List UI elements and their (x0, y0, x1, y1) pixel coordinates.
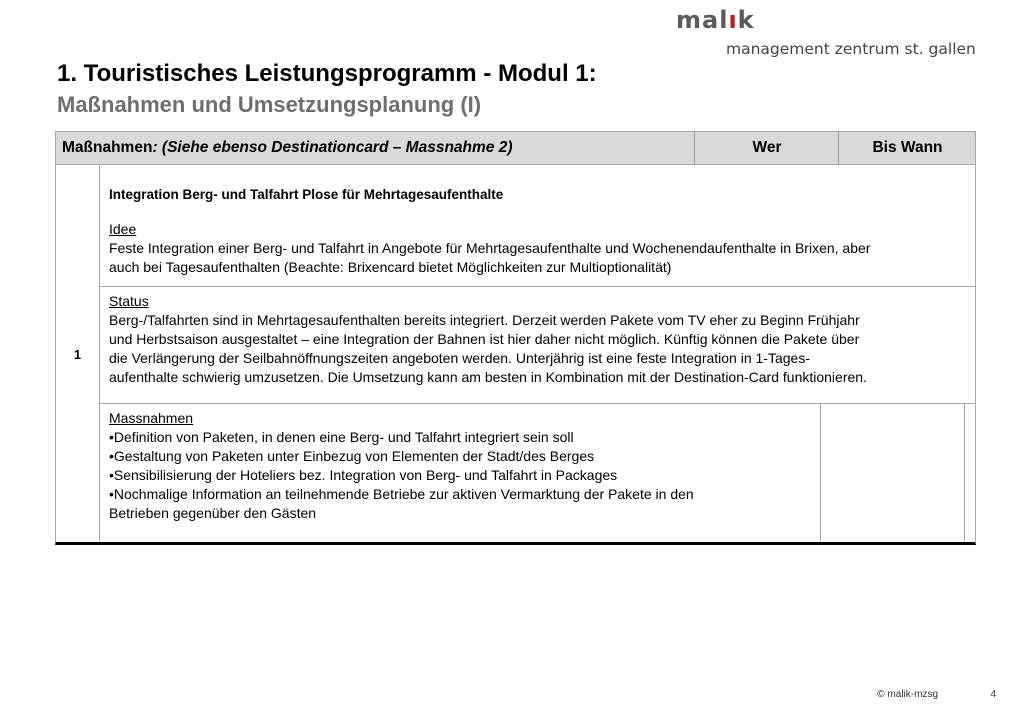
status-heading: Status (109, 293, 149, 309)
page-title: 1. Touristisches Leistungsprogramm - Modul 1: (57, 60, 597, 87)
measures-item: •Definition von Paketen, in denen eine Berg- und Talfahrt integriert sein soll (109, 429, 574, 445)
measures-item: •Sensibilisierung der Hoteliers bez. Integration von Berg- und Talfahrt in Packages (109, 467, 618, 483)
logo-mark-i: ı (728, 6, 738, 34)
idea-heading: Idee (109, 221, 137, 237)
status-block (100, 287, 975, 404)
logo-mark-suffix: k (737, 6, 755, 34)
idea-block (100, 165, 975, 287)
page-subtitle: Maßnahmen und Umsetzungsplanung (I) (57, 92, 482, 117)
idea-title: Integration Berg- und Talfahrt Plose für Mehrtagesaufenthalte (109, 187, 504, 202)
measures-block (100, 404, 821, 541)
row-number-cell (56, 164, 100, 541)
page-number: 4 (990, 689, 996, 700)
header-bis-wann: Bis Wann (838, 132, 976, 164)
footer-copyright: © malik-mzsg (877, 689, 938, 700)
table-header (56, 132, 975, 165)
wer-cell (822, 404, 965, 541)
header-measures-bold: Maßnahmen (62, 139, 153, 156)
header-wer: Wer (694, 132, 839, 164)
idea-line: auch bei Tagesaufenthalten (Beachte: Brixencard bietet Möglichkeiten zur Multioptionalität) (109, 259, 672, 275)
measures-item: •Nochmalige Information an teilnehmende Betriebe zur aktiven Vermarktung der Pakete in den (109, 486, 694, 502)
status-line: Berg-/Talfahrten sind in Mehrtagesaufenthalten bereits integriert. Derzeit werden Pakete vom TV eher zu Beginn Frühjahr (109, 312, 860, 328)
logo-subtitle: management zentrum st. gallen (726, 40, 976, 58)
logo-wordmark (676, 6, 755, 34)
header-measures-italic: : (Siehe ebenso Destinationcard – Massnahme 2) (152, 139, 513, 156)
logo-mark-prefix: mal (676, 6, 729, 34)
header-measures (62, 132, 513, 164)
measures-table (55, 131, 976, 545)
row-number: 1 (73, 347, 82, 362)
measures-item: Betrieben gegenüber den Gästen (109, 505, 317, 521)
idea-line: Feste Integration einer Berg- und Talfahrt in Angebote für Mehrtagesaufenthalte und Wochenendaufenthalte in Brixen, aber (109, 240, 871, 256)
status-line: aufenthalte schwierig umzusetzen. Die Umsetzung kann am besten in Kombination mit der Destination-Card funktionieren. (109, 369, 867, 385)
status-line: die Verlängerung der Seilbahnöffnungszeiten angeboten werden. Unterjährig ist eine feste Integration in 1-Tages- (109, 350, 810, 366)
measures-heading: Massnahmen (109, 410, 194, 426)
status-line: und Herbstsaison ausgestaltet – eine Integration der Bahnen ist hier daher nicht möglich. Künftig können die Pakete über (109, 331, 860, 347)
measures-item: •Gestaltung von Paketen unter Einbezug von Elementen der Stadt/des Berges (109, 448, 595, 464)
